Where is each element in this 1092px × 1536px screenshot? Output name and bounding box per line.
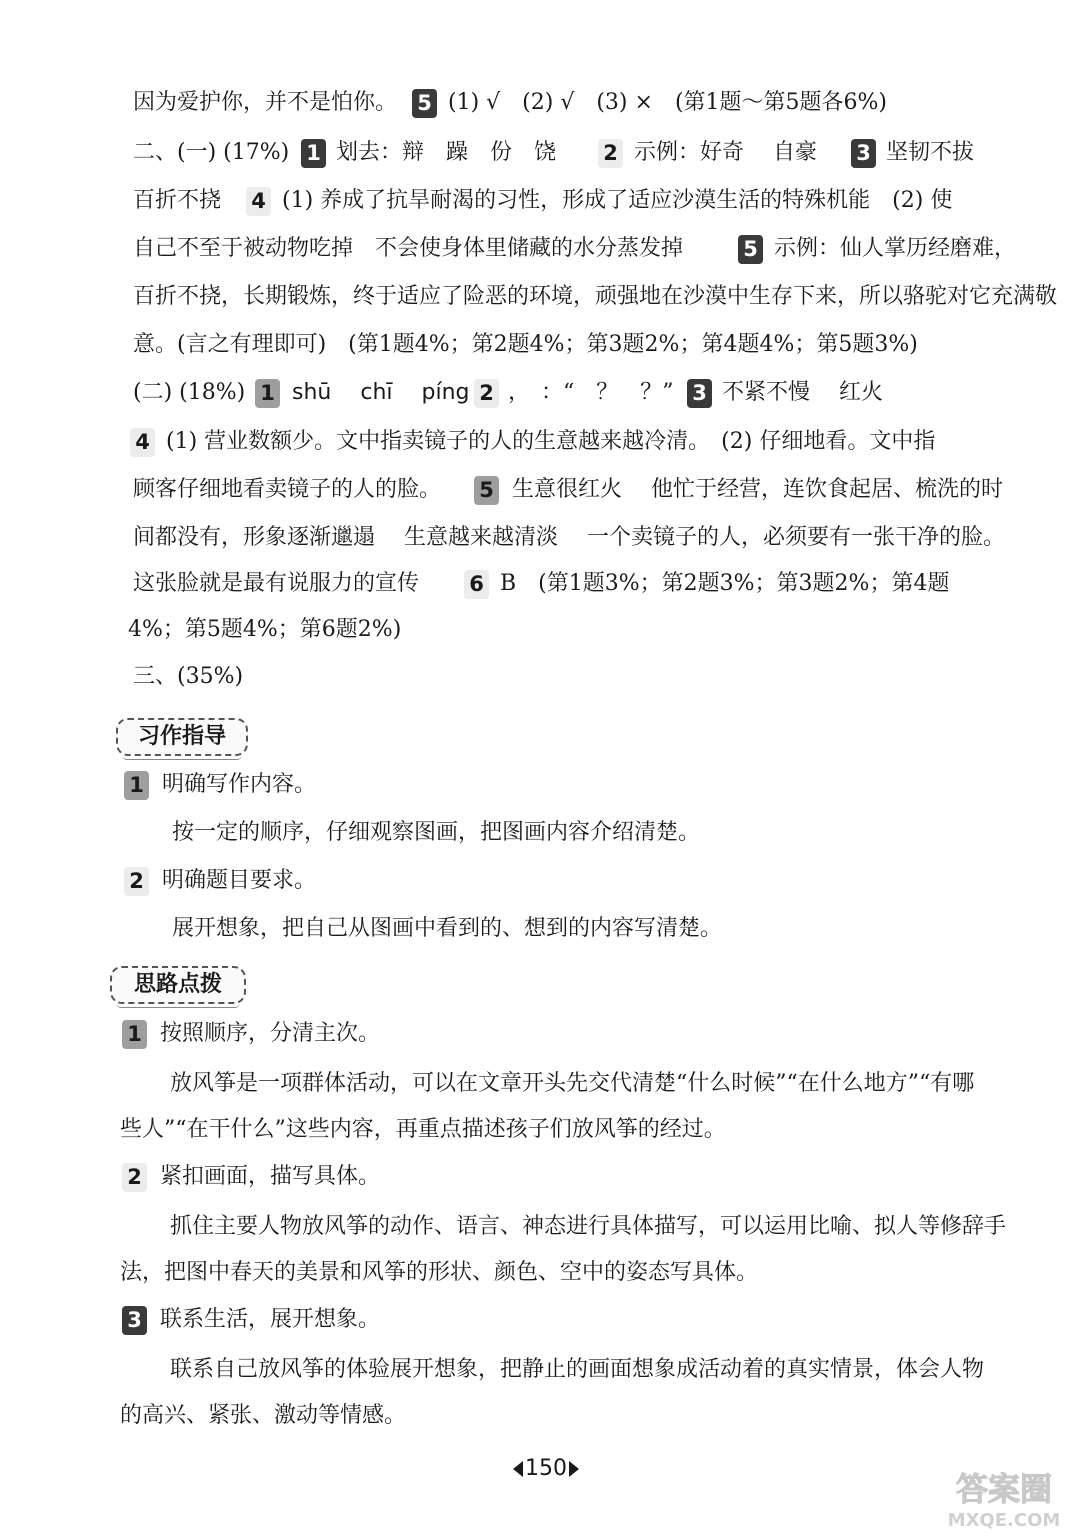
guide-point-body: 展开想象，把自己从图画中看到的、想到的内容写清楚。	[172, 916, 723, 941]
question-number-badge: 4	[246, 187, 271, 216]
answer-text: 百折不挠	[133, 188, 222, 213]
answer-text: 间都没有，形象逐渐邋遢 生意越来越清淡 一个卖镜子的人，必须要有一张干净的脸。	[133, 525, 1005, 550]
answer-text: 自己不至于被动物吃掉 不会使身体里储藏的水分蒸发掉	[133, 236, 684, 261]
question-number-badge: 5	[474, 476, 499, 505]
answer-text: 坚韧不拔	[886, 140, 975, 165]
question-number-badge: 1	[124, 771, 149, 800]
question-number-badge: 2	[598, 139, 623, 168]
guide-point-title: 按照顺序，分清主次。	[160, 1021, 381, 1046]
answer-text: 因为爱护你，并不是怕你。	[133, 90, 398, 115]
guide-point-body: 的高兴、紧张、激动等情感。	[120, 1403, 407, 1428]
question-number-badge: 4	[130, 428, 155, 457]
answer-text: 划去：辩 躁 份 饶	[336, 140, 557, 165]
answer-text: 顾客仔细地看卖镜子的人的脸。	[133, 477, 442, 502]
answer-text: 生意很红火 他忙于经营，连饮食起居、梳洗的时	[512, 477, 1003, 502]
writing-guide-label: 习作指导	[116, 718, 248, 756]
answer-text: 4%；第5题4%；第6题2%)	[128, 617, 402, 642]
question-number-badge: 1	[255, 379, 280, 408]
answer-text: ， ：“ ？ ？”	[508, 380, 674, 405]
guide-point-title: 联系生活，展开想象。	[160, 1307, 381, 1332]
answer-text: 不紧不慢 红火	[722, 380, 883, 405]
section-heading: 三、(35%)	[133, 664, 244, 689]
guide-point-body: 联系自己放风筝的体验展开想象，把静止的画面想象成活动着的真实情景，体会人物	[170, 1357, 985, 1382]
page-number-text: 150	[525, 1456, 567, 1481]
question-number-badge: 3	[122, 1306, 147, 1335]
answer-text: 示例：好奇 自豪	[634, 140, 817, 165]
guide-point-title: 紧扣画面，描写具体。	[160, 1164, 381, 1189]
answer-text: (1) 营业数额少。文中指卖镜子的人的生意越来越冷清。 (2) 仔细地看。文中指	[166, 429, 936, 454]
question-number-badge: 3	[687, 379, 712, 408]
guide-point-body: 放风筝是一项群体活动，可以在文章开头先交代清楚“什么时候”“在什么地方”“有哪	[170, 1071, 975, 1096]
question-number-badge: 6	[464, 570, 489, 599]
answer-text: 这张脸就是最有说服力的宣传	[133, 571, 420, 596]
watermark-logo	[924, 1466, 1084, 1530]
section-heading: 二、(一) (17%)	[133, 140, 290, 165]
right-triangle-icon	[569, 1461, 579, 1477]
answer-text: B (第1题3%；第2题3%；第3题2%；第4题	[500, 571, 950, 596]
section-heading: (二) (18%)	[133, 380, 246, 405]
question-number-badge: 3	[851, 139, 876, 168]
svg-text:MXQE.COM: MXQE.COM	[947, 1510, 1061, 1530]
idea-tips-label: 思路点拨	[110, 966, 246, 1004]
answer-text: 意。(言之有理即可) (第1题4%；第2题4%；第3题2%；第4题4%；第5题3%)	[133, 332, 918, 357]
left-triangle-icon	[513, 1461, 523, 1477]
question-number-badge: 5	[412, 89, 437, 118]
question-number-badge: 5	[738, 235, 763, 264]
question-number-badge: 1	[122, 1020, 147, 1049]
question-number-badge: 2	[122, 1163, 147, 1192]
answer-text: shū chī píng	[292, 380, 470, 405]
answer-text: (1) √ (2) √ (3) × (第1题～第5题各6%)	[448, 90, 888, 115]
guide-point-body: 抓住主要人物放风筝的动作、语言、神态进行具体描写，可以运用比喻、拟人等修辞手	[170, 1214, 1007, 1239]
guide-point-body: 法，把图中春天的美景和风筝的形状、颜色、空中的姿态写具体。	[120, 1260, 759, 1285]
guide-point-body: 按一定的顺序，仔细观察图画，把图画内容介绍清楚。	[172, 820, 701, 845]
question-number-badge: 2	[474, 379, 499, 408]
answer-text: 百折不挠，长期锻炼，终于适应了险恶的环境，顽强地在沙漠中生存下来，所以骆驼对它充满敬	[133, 284, 1058, 309]
answer-text: (1) 养成了抗旱耐渴的习性，形成了适应沙漠生活的特殊机能 (2) 使	[282, 188, 953, 213]
question-number-badge: 2	[124, 867, 149, 896]
guide-point-body: 些人”“在干什么”这些内容，再重点描述孩子们放风筝的经过。	[120, 1117, 726, 1142]
svg-text:答案圈: 答案圈	[955, 1470, 1053, 1508]
answer-text: 示例：仙人掌历经磨难，	[774, 236, 1017, 261]
guide-point-title: 明确写作内容。	[162, 772, 317, 797]
question-number-badge: 1	[301, 139, 326, 168]
guide-point-title: 明确题目要求。	[162, 868, 317, 893]
